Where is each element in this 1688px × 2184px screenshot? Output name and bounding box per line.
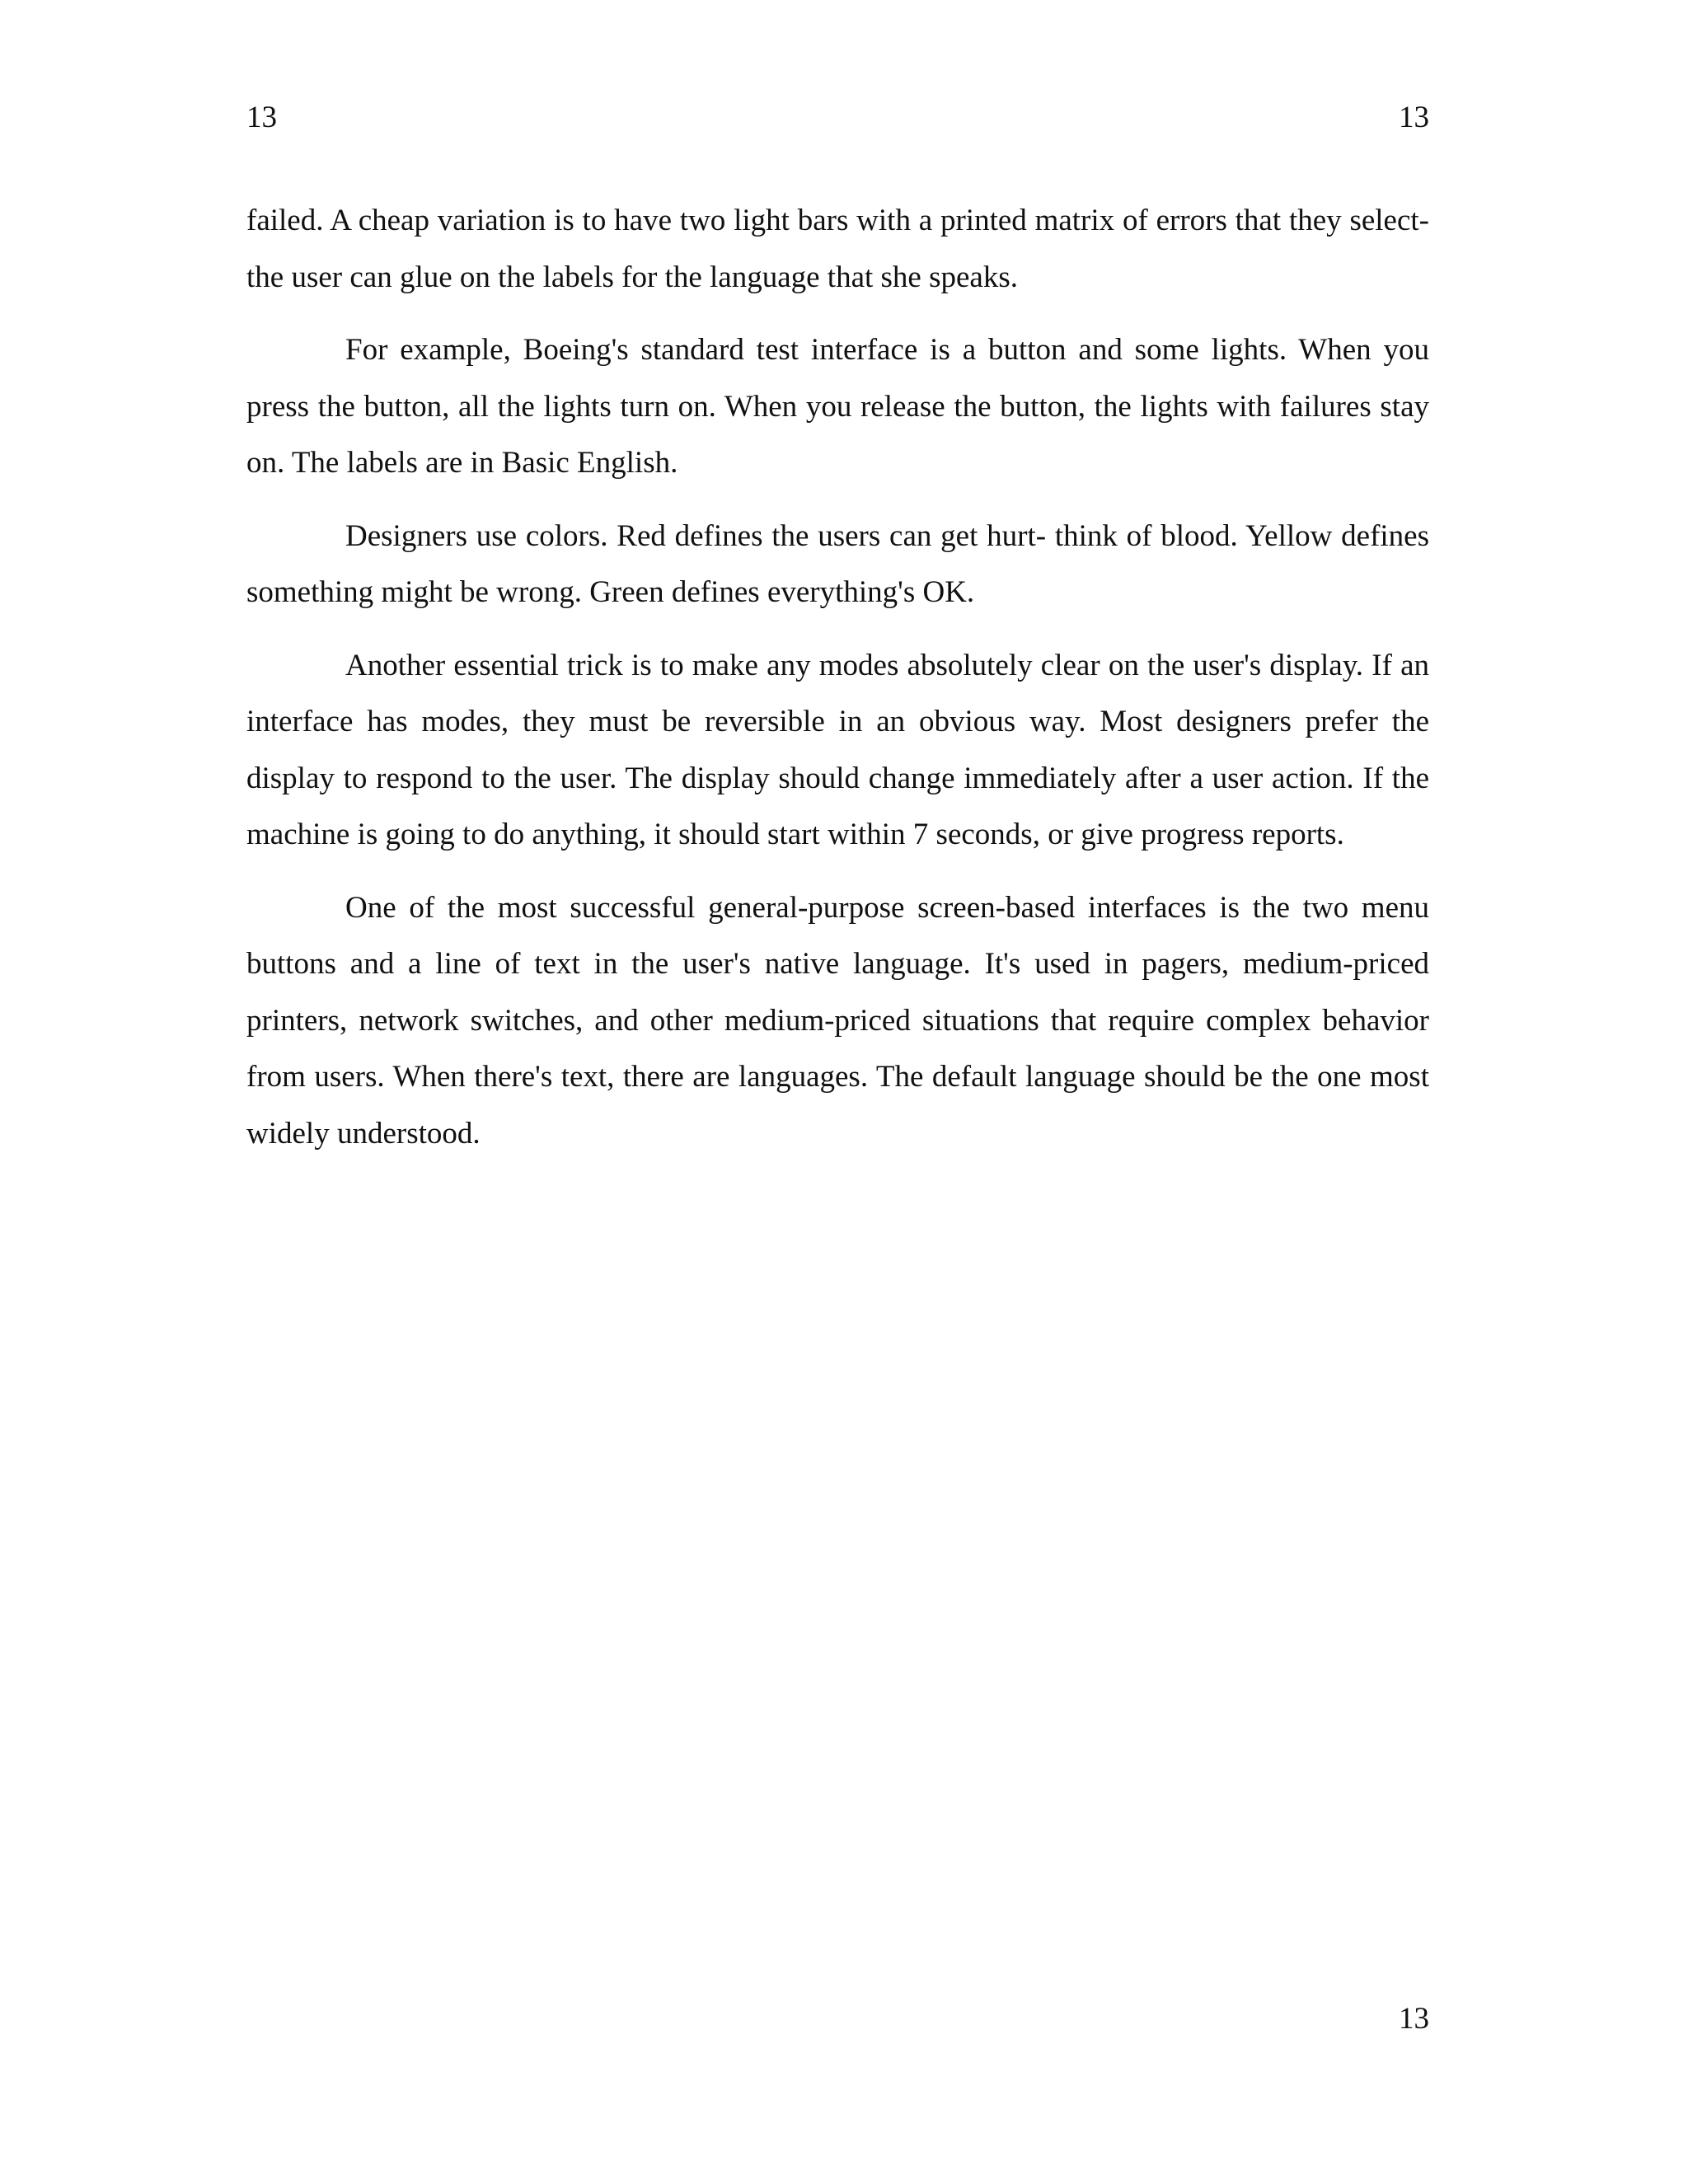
paragraph-modes: Another essential trick is to make any modes absolutely clear on the user's display. If an interface has modes, they must be reversible in an obvious way. Most designers prefer the display to respond to the user. The display should change immediately after a user action. If the machine is going to do anything, it should start within 7 seconds, or give progress reports. bbox=[246, 648, 1429, 851]
paragraph-continued: failed. A cheap variation is to have two light bars with a printed matrix of errors that they select- the user can glue on the labels for the language that she speaks. bbox=[246, 204, 1429, 294]
body-text bbox=[246, 193, 1429, 1179]
paragraph-colors: Designers use colors. Red defines the users can get hurt- think of blood. Yellow defines something might be wrong. Green defines everything's OK. bbox=[246, 518, 1429, 609]
footer-page-number: 13 bbox=[1399, 2002, 1429, 2036]
header-page-number-left: 13 bbox=[246, 101, 277, 134]
paragraph-boeing-example: For example, Boeing's standard test interface is a button and some lights. When you press the button, all the lights turn on. When you release the button, the lights with failures stay on. The labels are in Basic English. bbox=[246, 333, 1429, 480]
paragraph-menu-buttons: One of the most successful general-purpose screen-based interfaces is the two menu buttons and a line of text in the user's native language. It's used in pagers, medium-priced printers, network switches, and other medium-priced situations that require complex behavior from users. When there's text, there are languages. The default language should be the one most widely understood. bbox=[246, 890, 1429, 1151]
header-page-number-right: 13 bbox=[1399, 101, 1429, 134]
